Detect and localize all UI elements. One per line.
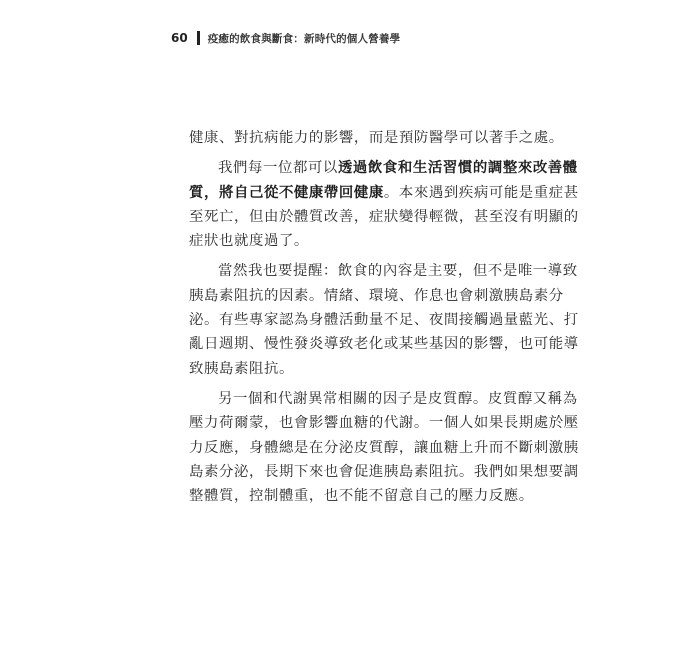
bold-text-run: 透過飲食和生活習慣的調整來改善體: [337, 159, 578, 177]
body-text: [189, 126, 579, 508]
text-line: [189, 308, 579, 332]
text-line: [189, 126, 564, 150]
bold-text-run: 質，將自己從不健康帶回健康: [189, 183, 384, 201]
text-line: [189, 460, 579, 484]
text-line: [189, 332, 579, 356]
text-line: [189, 259, 578, 283]
text-run: 泌。有些專家認為身體活動量不足、夜間接觸過量藍光、打: [189, 312, 579, 329]
text-run: 。本來遇到疾病可能是重症甚: [383, 184, 579, 201]
paragraph: [189, 126, 564, 150]
text-run: 力反應，身體總是在分泌皮質醇，讓血糖上升而不斷刺激胰: [189, 439, 579, 456]
text-line: [189, 205, 579, 229]
text-run: 當然我也要提醒：飲食的內容是主要，但不是唯一導致: [218, 263, 578, 280]
paragraph: [189, 387, 579, 508]
text-run: 我們每一位都可以: [218, 160, 338, 177]
text-line: [189, 436, 579, 460]
text-line: [189, 387, 578, 411]
text-line: [189, 411, 579, 435]
text-run: 健康、對抗病能力的影響，而是預防醫學可以著手之處。: [189, 130, 564, 146]
text-line: [189, 181, 579, 205]
text-run: 島素分泌，長期下來也會促進胰島素阻抗。我們如果想要調: [189, 463, 579, 480]
running-header: [171, 30, 400, 46]
text-run: 胰島素阻抗的因素。情緒、環境、作息也會刺激胰島素分: [189, 287, 564, 304]
book-title: 疫癒的飲食與斷食：新時代的個人營養學: [207, 32, 401, 45]
text-run: 亂日週期、慢性發炎導致老化或某些基因的影響，也可能導: [189, 336, 579, 353]
text-line: [189, 284, 564, 308]
text-run: 致胰島素阻抗。: [189, 360, 294, 377]
text-run: 至死亡，但由於體質改善，症狀變得輕微，甚至沒有明顯的: [189, 208, 579, 225]
text-run: 另一個和代謝異常相關的因子是皮質醇。皮質醇又稱為: [218, 390, 578, 407]
paragraph: [189, 259, 579, 380]
header-divider: [197, 31, 200, 45]
text-line: [189, 156, 578, 180]
text-line: [189, 484, 534, 508]
text-run: 整體質，控制體重，也不能不留意自己的壓力反應。: [189, 488, 534, 505]
text-run: 症狀也就度過了。: [189, 233, 309, 250]
paragraph: [189, 156, 579, 253]
text-run: 壓力荷爾蒙，也會影響血糖的代謝。一個人如果長期處於壓: [189, 415, 579, 432]
text-line: [189, 357, 529, 381]
page-number: 60: [171, 31, 188, 45]
text-line: [189, 229, 529, 253]
